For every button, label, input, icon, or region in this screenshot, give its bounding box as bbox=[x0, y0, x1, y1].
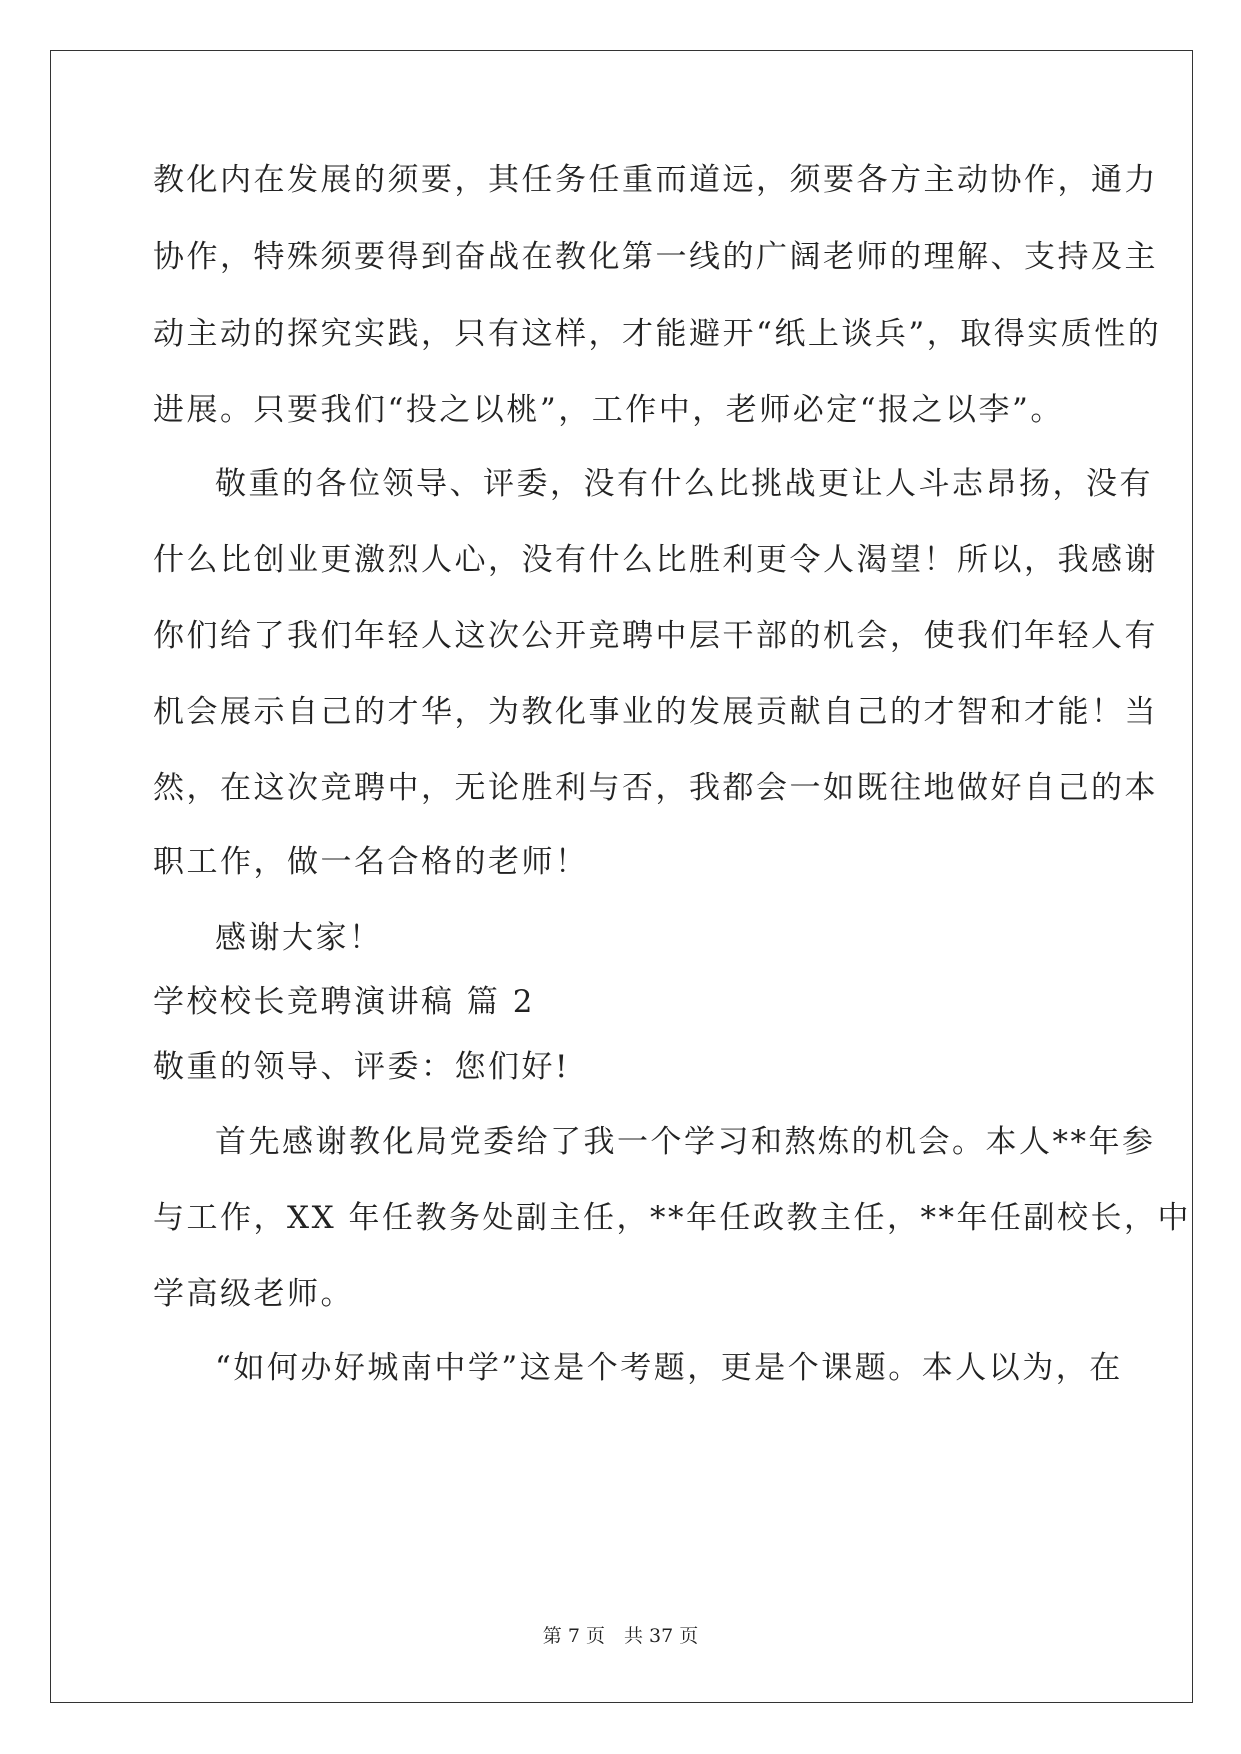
paragraph-line: 然，在这次竞聘中，无论胜利与否，我都会一如既往地做好自己的本 bbox=[153, 770, 1158, 806]
paragraph-line: 进展。只要我们“投之以桃”，工作中，老师必定“报之以李”。 bbox=[153, 392, 1064, 428]
paragraph-line: 首先感谢教化局党委给了我一个学习和熬炼的机会。本人**年参 bbox=[215, 1124, 1156, 1160]
paragraph-line: 感谢大家！ bbox=[215, 920, 383, 956]
paragraph-line: “如何办好城南中学”这是个考题，更是个课题。本人以为，在 bbox=[215, 1350, 1123, 1386]
paragraph-line: 动主动的探究实践，只有这样，才能避开“纸上谈兵”，取得实质性的 bbox=[153, 316, 1162, 352]
paragraph-line: 教化内在发展的须要，其任务任重而道远，须要各方主动协作，通力 bbox=[153, 162, 1158, 198]
paragraph-line: 敬重的各位领导、评委，没有什么比挑战更让人斗志昂扬，没有 bbox=[215, 466, 1153, 502]
paragraph-line: 学高级老师。 bbox=[153, 1276, 354, 1312]
salutation: 敬重的领导、评委：您们好! bbox=[153, 1049, 570, 1085]
paragraph-line: 协作，特殊须要得到奋战在教化第一线的广阔老师的理解、支持及主 bbox=[153, 239, 1158, 275]
paragraph-line: 机会展示自己的才华，为教化事业的发展贡献自己的才智和才能！当 bbox=[153, 694, 1158, 730]
paragraph-line: 什么比创业更激烈人心，没有什么比胜利更令人渴望！所以，我感谢 bbox=[153, 542, 1158, 578]
paragraph-line: 与工作，XX 年任教务处副主任，**年任政教主任，**年任副校长，中 bbox=[153, 1200, 1191, 1236]
paragraph-line: 职工作，做一名合格的老师！ bbox=[153, 844, 589, 880]
page-number: 第 7 页 共 37 页 bbox=[542, 1625, 699, 1647]
paragraph-line: 你们给了我们年轻人这次公开竞聘中层干部的机会，使我们年轻人有 bbox=[153, 618, 1158, 654]
section-heading: 学校校长竞聘演讲稿 篇 2 bbox=[153, 984, 535, 1020]
